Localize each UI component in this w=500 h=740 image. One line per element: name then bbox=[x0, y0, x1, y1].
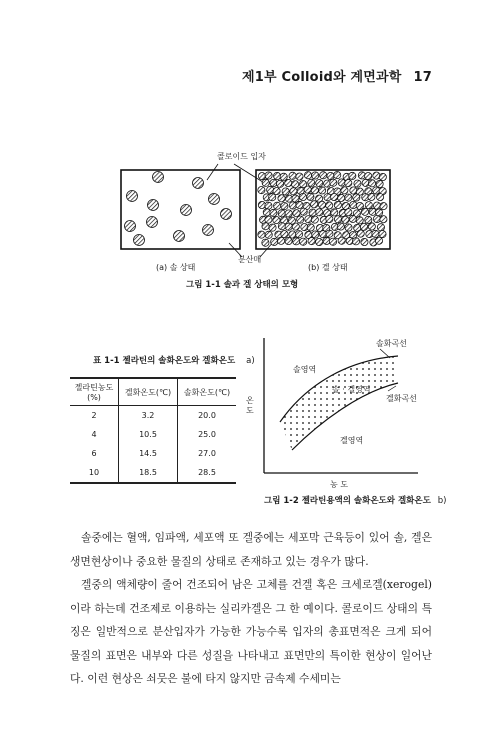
colloid-particle bbox=[300, 238, 307, 245]
colloid-particle bbox=[265, 216, 272, 223]
sol-particles bbox=[125, 172, 232, 246]
colloid-particle bbox=[368, 223, 375, 230]
colloid-particle bbox=[299, 193, 306, 200]
colloid-particle bbox=[361, 208, 368, 215]
figure2-note: b) bbox=[437, 496, 447, 506]
colloid-particle bbox=[281, 203, 288, 210]
figure2-caption bbox=[264, 494, 446, 506]
colloid-particle bbox=[365, 216, 372, 223]
colloid-particle bbox=[278, 195, 285, 202]
col-gel-temp: 겔화온도(℃) bbox=[119, 378, 178, 406]
colloid-particle bbox=[379, 231, 386, 238]
colloid-particle bbox=[134, 235, 145, 246]
colloid-particle bbox=[373, 187, 380, 194]
colloid-particle bbox=[153, 172, 164, 183]
colloid-particle bbox=[127, 191, 138, 202]
colloid-particle bbox=[345, 224, 352, 231]
colloid-particle bbox=[262, 239, 269, 246]
colloid-particle bbox=[377, 194, 384, 201]
colloid-particle bbox=[376, 180, 383, 187]
figure2-caption-text: 그림 1-2 젤라틴용액의 솔화온도와 겔화온도 bbox=[264, 496, 431, 506]
colloid-particle bbox=[263, 209, 270, 216]
table-row bbox=[70, 444, 236, 463]
page-number: 17 bbox=[413, 70, 432, 85]
colloid-particle bbox=[258, 173, 265, 180]
phase-diagram-svg bbox=[240, 330, 470, 480]
colloid-particle bbox=[311, 201, 318, 208]
colloid-particle bbox=[296, 201, 303, 208]
colloid-particle bbox=[280, 173, 287, 180]
gel-region-label: 겔영역 bbox=[340, 436, 364, 445]
colloid-particle bbox=[125, 221, 136, 232]
table-cell: 18.5 bbox=[119, 463, 178, 483]
colloid-particle bbox=[270, 179, 277, 186]
colloid-particle bbox=[285, 223, 292, 230]
colloid-particle bbox=[265, 231, 272, 238]
colloid-particle bbox=[258, 201, 265, 208]
y-axis-label: 온 도 bbox=[246, 396, 254, 415]
colloid-particle bbox=[258, 187, 265, 194]
colloid-particle bbox=[281, 231, 288, 238]
gel-curve-label: 겔화곡선 bbox=[386, 394, 417, 403]
colloid-particle bbox=[373, 202, 380, 209]
colloid-particle bbox=[373, 172, 380, 179]
colloid-particle bbox=[330, 179, 337, 186]
table-row bbox=[70, 425, 236, 444]
colloid-particle bbox=[273, 188, 280, 195]
header-title: 제1부 Colloid와 계면과학 bbox=[242, 70, 402, 85]
colloid-particle bbox=[292, 181, 299, 188]
colloid-particle bbox=[331, 209, 338, 216]
colloid-particle bbox=[354, 180, 361, 187]
colloid-particle bbox=[326, 202, 333, 209]
colloid-particle bbox=[338, 194, 345, 201]
colloid-particle bbox=[338, 179, 345, 186]
colloid-particle bbox=[312, 172, 319, 179]
table-cell: 25.0 bbox=[198, 430, 216, 439]
table1-caption bbox=[93, 354, 255, 366]
figure1-caption: 그림 1-1 솔과 겔 상태의 모형 bbox=[186, 280, 299, 290]
colloid-particle bbox=[296, 173, 303, 180]
colloid-particle bbox=[209, 194, 220, 205]
colloid-particle bbox=[181, 205, 192, 216]
dispersion-medium-label: 분산매 bbox=[238, 255, 262, 264]
sol-state-label: (a) 솔 상태 bbox=[156, 263, 196, 272]
table-cell: 6 bbox=[70, 444, 119, 463]
colloid-particle bbox=[289, 172, 296, 179]
colloid-particle bbox=[375, 237, 382, 244]
table-cell: 3.2 bbox=[119, 406, 178, 426]
colloid-particle bbox=[377, 224, 384, 231]
colloid-particle bbox=[349, 215, 356, 222]
table-cell: 10.5 bbox=[119, 425, 178, 444]
body-paragraph-1: 솔중에는 혈액, 임파액, 세포액 또 겔중에는 세포막 근육등이 있어 솔, 겔은 생면현상이나 중요한 물질의 상태로 존재하고 있는 경우가 많다. bbox=[70, 531, 432, 568]
colloid-particle bbox=[278, 237, 285, 244]
colloid-particle bbox=[337, 223, 344, 230]
colloid-particle bbox=[356, 202, 363, 209]
sol-curve-label: 솔화곡선 bbox=[376, 339, 407, 348]
mixed-region-label: 솔 · 겔영역 bbox=[332, 385, 371, 394]
colloid-particle bbox=[308, 179, 315, 186]
colloid-particle bbox=[380, 203, 387, 210]
table-cell: 28.5 bbox=[178, 463, 237, 483]
colloid-particle bbox=[345, 194, 352, 201]
colloid-particle bbox=[320, 172, 327, 179]
colloid-particle bbox=[368, 180, 375, 187]
colloid-particle bbox=[278, 223, 285, 230]
table-cell: 27.0 bbox=[198, 449, 216, 458]
colloid-particle bbox=[262, 179, 269, 186]
colloid-particle bbox=[273, 217, 280, 224]
table1-note: a) bbox=[246, 356, 255, 366]
colloid-particle bbox=[379, 173, 386, 180]
colloid-particle bbox=[350, 187, 357, 194]
table-header-row bbox=[70, 378, 236, 406]
colloid-particle bbox=[270, 209, 277, 216]
colloid-particle bbox=[334, 201, 341, 208]
colloid-particle bbox=[327, 172, 334, 179]
colloid-particle bbox=[274, 172, 281, 179]
colloid-particle bbox=[293, 238, 300, 245]
colloid-particle bbox=[361, 238, 368, 245]
colloid-particle bbox=[277, 180, 284, 187]
colloid-particle bbox=[271, 238, 278, 245]
colloid-particle bbox=[326, 216, 333, 223]
colloid-particle bbox=[338, 237, 345, 244]
colloid-particle-label: 콜로이드 입자 bbox=[217, 152, 266, 161]
colloid-particle bbox=[331, 193, 338, 200]
colloid-particle bbox=[296, 231, 303, 238]
colloid-particle bbox=[262, 223, 269, 230]
colloid-particle bbox=[148, 200, 159, 211]
colloid-particle bbox=[368, 193, 375, 200]
colloid-particle bbox=[342, 216, 349, 223]
colloid-particle bbox=[289, 231, 296, 238]
colloid-particle bbox=[258, 231, 265, 238]
gel-particles bbox=[258, 172, 387, 247]
colloid-particle bbox=[345, 209, 352, 216]
colloid-particle bbox=[312, 231, 319, 238]
colloid-particle bbox=[319, 187, 326, 194]
colloid-particle bbox=[285, 179, 292, 186]
colloid-particle bbox=[289, 202, 296, 209]
colloid-particle bbox=[267, 186, 274, 193]
colloid-particle bbox=[193, 178, 204, 189]
colloid-particle bbox=[334, 216, 341, 223]
colloid-particle bbox=[353, 194, 360, 201]
colloid-particle bbox=[316, 209, 323, 216]
col-sol-temp: 솔화온도(℃) bbox=[178, 378, 237, 406]
colloid-particle bbox=[265, 172, 272, 179]
colloid-particle bbox=[311, 187, 318, 194]
colloid-particle bbox=[334, 172, 341, 179]
colloid-particle bbox=[316, 180, 323, 187]
colloid-particle bbox=[365, 202, 372, 209]
colloid-particle bbox=[269, 194, 276, 201]
colloid-particle bbox=[380, 216, 387, 223]
colloid-particle bbox=[360, 223, 367, 230]
colloid-particle bbox=[352, 238, 359, 245]
colloid-particle bbox=[308, 238, 315, 245]
colloid-particle bbox=[307, 193, 314, 200]
colloid-particle bbox=[147, 217, 158, 228]
colloid-particle bbox=[318, 201, 325, 208]
colloid-particle bbox=[316, 238, 323, 245]
table-cell: 20.0 bbox=[198, 411, 216, 420]
colloid-particle bbox=[304, 172, 311, 179]
colloid-particle bbox=[329, 238, 336, 245]
colloid-particle bbox=[203, 225, 214, 236]
colloid-particle bbox=[278, 210, 285, 217]
table-cell: 4 bbox=[70, 425, 119, 444]
colloid-particle bbox=[307, 224, 314, 231]
colloid-particle bbox=[357, 230, 364, 237]
colloid-particle bbox=[350, 201, 357, 208]
body-text bbox=[70, 526, 432, 691]
gelatin-temperature-table bbox=[70, 377, 236, 484]
colloid-particle bbox=[285, 210, 292, 217]
colloid-particle bbox=[269, 224, 276, 231]
colloid-particle bbox=[309, 209, 316, 216]
figure-sol-gel-model bbox=[0, 0, 500, 300]
colloid-particle bbox=[304, 186, 311, 193]
table-row bbox=[70, 463, 236, 483]
colloid-particle bbox=[221, 209, 232, 220]
colloid-particle bbox=[369, 208, 376, 215]
figure-phase-diagram bbox=[240, 330, 470, 510]
colloid-particle bbox=[274, 202, 281, 209]
colloid-particle bbox=[293, 210, 300, 217]
table-row bbox=[70, 406, 236, 426]
colloid-particle bbox=[292, 195, 299, 202]
colloid-particle bbox=[290, 188, 297, 195]
colloid-particle bbox=[311, 216, 318, 223]
colloid-particle bbox=[265, 202, 272, 209]
colloid-particle bbox=[282, 188, 289, 195]
table-cell: 14.5 bbox=[119, 444, 178, 463]
body-paragraph-2: 겔중의 액체량이 줄어 건조되어 남은 고체를 건겔 혹은 크세로겔(xerogel)이라 하는데 건조제로 이용하는 실리카겔은 그 한 예이다. 콜로이드 상태의 특징은 일반적으로 분산입자가 가능한 가능수록 입자의 총표면적은 크게 되어 물질의 표면은 내부와 다른 성질을 나타내고 표면만의 특이한 현상이 일어난다. 이런 현상은 쇠뭇은 불에 타지 않지만 금속제 수세미는 bbox=[70, 578, 432, 685]
x-axis-label: 농 도 bbox=[330, 480, 348, 489]
colloid-particle bbox=[324, 194, 331, 201]
colloid-particle bbox=[300, 208, 307, 215]
colloid-particle bbox=[341, 187, 348, 194]
colloid-particle bbox=[297, 216, 304, 223]
col-concentration: 젤라틴농도(%) bbox=[70, 378, 119, 406]
colloid-particle bbox=[372, 230, 379, 237]
colloid-particle bbox=[349, 172, 356, 179]
sol-region-label: 솔영역 bbox=[293, 365, 317, 374]
colloid-particle bbox=[326, 230, 333, 237]
colloid-particle bbox=[292, 223, 299, 230]
colloid-particle bbox=[174, 231, 185, 242]
colloid-particle bbox=[345, 180, 352, 187]
table-cell: 2 bbox=[70, 406, 119, 426]
table-cell: 10 bbox=[70, 463, 119, 483]
gel-state-label: (b) 겔 상태 bbox=[308, 263, 348, 272]
colloid-particle bbox=[285, 237, 292, 244]
colloid-particle bbox=[356, 217, 363, 224]
table1-caption-text: 표 1-1 젤라틴의 솔화온도와 겔화온도 bbox=[93, 356, 236, 366]
colloid-particle bbox=[365, 173, 372, 180]
